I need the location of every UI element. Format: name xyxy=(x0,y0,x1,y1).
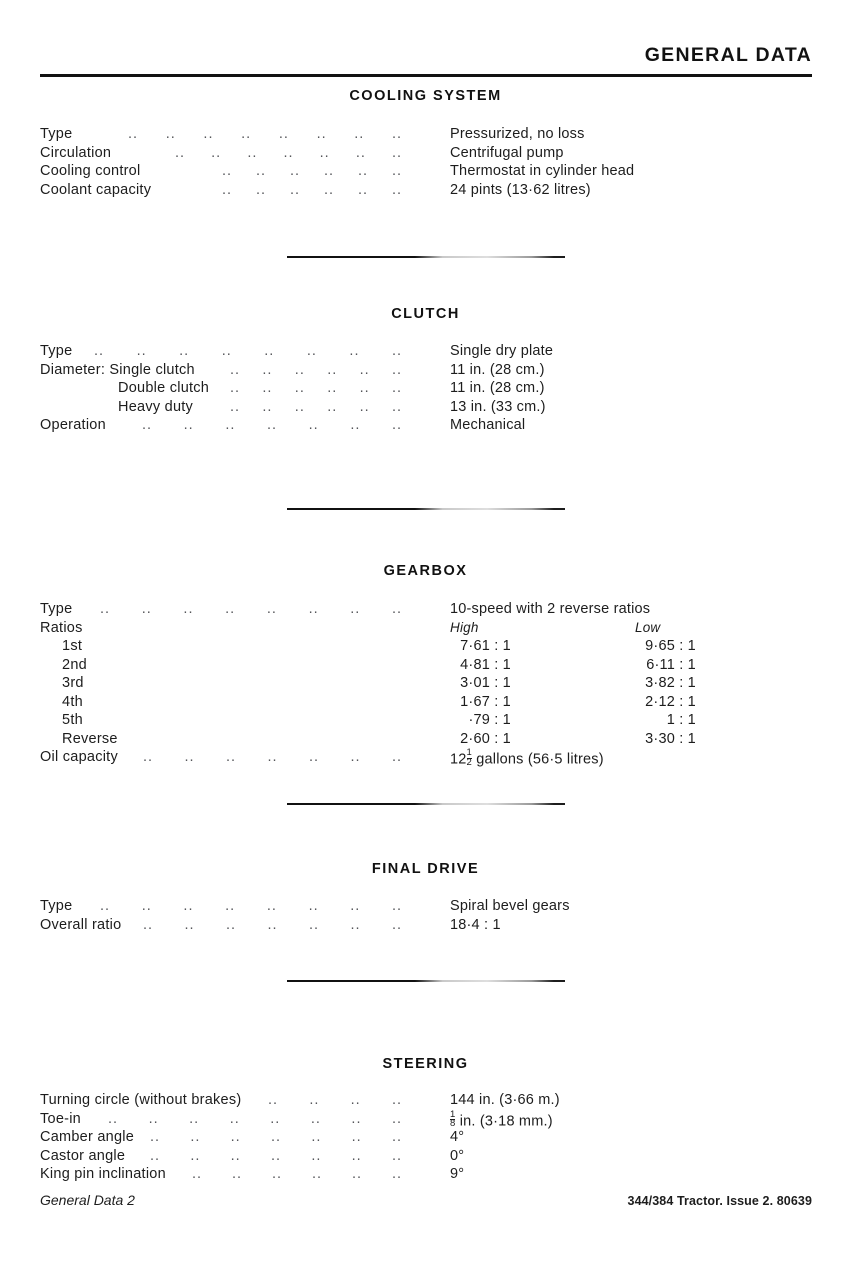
dot-leader: .. xyxy=(359,361,370,378)
spec-row xyxy=(40,1148,820,1167)
spec-value: Mechanical xyxy=(450,417,526,433)
dot-leader: .. xyxy=(354,126,365,142)
dot-leader: .. xyxy=(179,343,190,359)
dot-leader: .. xyxy=(268,1092,279,1108)
dot-leader: .. xyxy=(230,398,241,415)
dot-leader: .. xyxy=(392,343,403,359)
dot-leader: .. xyxy=(358,181,369,198)
fraction: $\frac{1}{8}$ xyxy=(450,1108,456,1130)
spec-value: 144 in. (3·66 m.) xyxy=(450,1092,560,1108)
dot-leader: .. xyxy=(351,1147,362,1164)
spec-row xyxy=(40,1092,820,1111)
dot-leader: .. xyxy=(189,1110,200,1127)
spec-row xyxy=(40,417,820,436)
dot-leader: .. xyxy=(350,749,361,765)
dot-leader: .. xyxy=(392,417,403,433)
spec-label: Type xyxy=(40,343,73,359)
spec-label: Heavy duty xyxy=(118,398,194,415)
spec-row xyxy=(40,182,820,201)
spec-row xyxy=(40,712,820,731)
dot-leader: .. xyxy=(309,1092,320,1108)
section-divider xyxy=(287,256,565,258)
dot-leader: .. xyxy=(355,144,366,161)
dot-leader: .. xyxy=(351,1110,362,1127)
dot-leader: .. xyxy=(272,1166,283,1182)
dot-leader: .. xyxy=(392,380,403,396)
spec-label: Circulation xyxy=(40,144,112,161)
dot-leader: .. xyxy=(267,916,278,933)
dot-leader: .. xyxy=(141,601,152,617)
spec-label: Type xyxy=(40,601,73,617)
dot-leader: .. xyxy=(262,398,273,415)
spec-label: Cooling control xyxy=(40,163,141,179)
dot-leader: .. xyxy=(392,749,403,765)
ratio-column-header-low: Low xyxy=(635,619,661,635)
spec-row xyxy=(40,1108,820,1130)
ratio-number-high: ·79 xyxy=(468,712,490,728)
spec-row xyxy=(40,657,820,676)
spec-value: 11 in. (28 cm.) xyxy=(450,380,545,396)
dot-leader: .. xyxy=(283,144,294,161)
spec-label: Double clutch xyxy=(118,380,210,396)
spec-table-gearbox xyxy=(40,601,820,768)
dot-leader: .. xyxy=(392,601,403,617)
spec-label: Coolant capacity xyxy=(40,181,152,198)
dot-leader: .. xyxy=(266,898,277,914)
spec-row xyxy=(40,362,820,381)
dot-leader: .. xyxy=(150,1129,161,1145)
dot-leader: .. xyxy=(247,144,258,161)
dot-leader: .. xyxy=(225,417,236,433)
section-heading-final-drive: FINAL DRIVE xyxy=(371,861,480,877)
ratio-value-low: 1 : 1 xyxy=(635,712,696,728)
dot-leader: .. xyxy=(229,1110,240,1127)
dot-leader: .. xyxy=(262,380,273,396)
spec-value: 9° xyxy=(450,1166,465,1182)
spec-row xyxy=(40,343,820,362)
dot-leader: .. xyxy=(222,181,233,198)
spec-value: 10-speed with 2 reverse ratios xyxy=(450,601,651,617)
spec-label: Oil capacity xyxy=(40,749,118,765)
dot-leader: .. xyxy=(309,916,320,933)
dot-leader: .. xyxy=(267,417,278,433)
dot-leader: .. xyxy=(190,1147,201,1164)
dot-leader: .. xyxy=(150,1147,161,1164)
spec-label: 2nd xyxy=(62,656,87,673)
dot-leader: .. xyxy=(294,398,305,415)
dot-leader: .. xyxy=(324,163,335,179)
dot-leader: .. xyxy=(266,601,277,617)
spec-label: Reverse xyxy=(62,730,118,747)
dot-leader: .. xyxy=(192,1166,203,1182)
spec-row xyxy=(40,380,820,399)
dot-leader: .. xyxy=(100,898,111,914)
spec-label: 3rd xyxy=(62,675,84,691)
dot-leader: .. xyxy=(308,898,319,914)
spec-row xyxy=(40,1166,820,1185)
dot-leader: .. xyxy=(222,163,233,179)
spec-value: $\frac{1}{8}$ in. (3·18 mm.) xyxy=(450,1108,553,1130)
spec-value: Spiral bevel gears xyxy=(450,898,570,914)
dot-leader: .. xyxy=(392,916,403,933)
dot-leader: .. xyxy=(141,898,152,914)
header-rule xyxy=(40,74,812,77)
dot-leader: .. xyxy=(311,1147,322,1164)
ratio-value-low: 3·82 : 1 xyxy=(635,675,696,691)
spec-row xyxy=(40,898,820,917)
spec-row xyxy=(40,1129,820,1148)
spec-label: Ratios xyxy=(40,619,83,636)
ratio-value-high: 2·60 : 1 xyxy=(450,731,511,747)
spec-row xyxy=(40,399,820,418)
spec-label: Type xyxy=(40,126,73,142)
dot-leader: .. xyxy=(225,898,236,914)
dot-leader: .. xyxy=(350,417,361,433)
dot-leader: .. xyxy=(143,749,154,765)
ratio-number-high: 2·60 xyxy=(460,730,490,747)
dot-leader: .. xyxy=(183,601,194,617)
dot-leader: .. xyxy=(175,144,186,161)
spec-table-clutch xyxy=(40,343,820,436)
spec-label: Turning circle (without brakes) xyxy=(40,1092,242,1108)
ratio-number-high: 1·67 xyxy=(460,693,490,710)
dot-leader: .. xyxy=(306,343,317,359)
section-divider xyxy=(287,980,565,982)
ratio-value-high: 1·67 : 1 xyxy=(450,694,511,710)
dot-leader: .. xyxy=(190,1129,201,1145)
spec-row xyxy=(40,731,820,750)
dot-leader: .. xyxy=(392,1129,403,1145)
dot-leader: .. xyxy=(350,916,361,933)
dot-leader: .. xyxy=(324,181,335,198)
dot-leader: .. xyxy=(128,126,139,142)
spec-label: 5th xyxy=(62,712,83,728)
dot-leader: .. xyxy=(100,601,111,617)
dot-leader: .. xyxy=(221,343,232,359)
section-divider xyxy=(287,508,565,510)
spec-label: Type xyxy=(40,898,73,914)
ratio-value-high: 4·81 : 1 xyxy=(450,657,511,673)
dot-leader: .. xyxy=(349,343,360,359)
dot-leader: .. xyxy=(351,1129,362,1145)
ratio-value-low: 9·65 : 1 xyxy=(635,638,696,654)
ratio-number-low: 1 xyxy=(666,712,675,728)
spec-row xyxy=(40,917,820,936)
ratio-number-low: 2·12 xyxy=(645,693,675,710)
dot-leader: .. xyxy=(319,144,330,161)
dot-leader: .. xyxy=(230,361,241,378)
dot-leader: .. xyxy=(264,343,275,359)
spec-label: Overall ratio xyxy=(40,916,122,933)
ratio-number-high: 4·81 xyxy=(460,656,490,673)
dot-leader: .. xyxy=(271,1147,282,1164)
dot-leader: .. xyxy=(267,749,278,765)
dot-leader: .. xyxy=(225,601,236,617)
ratio-value-low: 6·11 : 1 xyxy=(635,657,696,673)
spec-label: Camber angle xyxy=(40,1129,135,1145)
spec-table-cooling-system xyxy=(40,126,820,200)
ratio-column-header-high: High xyxy=(450,619,479,635)
dot-leader: .. xyxy=(94,343,105,359)
section-heading-cooling-system: COOLING SYSTEM xyxy=(349,88,502,104)
dot-leader: .. xyxy=(392,398,403,415)
dot-leader: .. xyxy=(136,343,147,359)
spec-label: King pin inclination xyxy=(40,1166,166,1182)
spec-row xyxy=(40,145,820,164)
dot-leader: .. xyxy=(352,1166,363,1182)
dot-leader: .. xyxy=(230,380,241,396)
spec-table-steering xyxy=(40,1092,820,1185)
dot-leader: .. xyxy=(232,1166,243,1182)
dot-leader: .. xyxy=(311,1129,322,1145)
dot-leader: .. xyxy=(327,361,338,378)
dot-leader: .. xyxy=(226,749,237,765)
dot-leader: .. xyxy=(271,1129,282,1145)
ratio-number-high: 3·01 xyxy=(460,675,490,691)
dot-leader: .. xyxy=(392,1092,403,1108)
dot-leader: .. xyxy=(350,1092,361,1108)
ratio-value-low: 3·30 : 1 xyxy=(635,731,696,747)
spec-row xyxy=(40,126,820,145)
dot-leader: .. xyxy=(142,417,153,433)
dot-leader: .. xyxy=(392,126,403,142)
section-heading-clutch: CLUTCH xyxy=(391,306,460,322)
dot-leader: .. xyxy=(392,144,403,161)
page-title: GENERAL DATA xyxy=(644,44,812,66)
dot-leader: .. xyxy=(256,181,267,198)
dot-leader: .. xyxy=(290,163,301,179)
dot-leader: .. xyxy=(350,898,361,914)
dot-leader: .. xyxy=(392,898,403,914)
spec-row xyxy=(40,163,820,182)
ratio-number-low: 9·65 xyxy=(645,638,675,654)
ratio-value-high: 3·01 : 1 xyxy=(450,675,511,691)
dot-leader: .. xyxy=(350,601,361,617)
dot-leader: .. xyxy=(203,126,214,142)
dot-leader: .. xyxy=(294,361,305,378)
spec-row xyxy=(40,694,820,713)
dot-leader: .. xyxy=(392,361,403,378)
dot-leader: .. xyxy=(392,1166,403,1182)
spec-value: 18·4 : 1 xyxy=(450,916,501,933)
footer-right-text: 344/384 Tractor. Issue 2. 80639 xyxy=(627,1194,812,1208)
dot-leader: .. xyxy=(230,1147,241,1164)
spec-label: Operation xyxy=(40,417,106,433)
dot-leader: .. xyxy=(165,126,176,142)
ratio-value-low: 2·12 : 1 xyxy=(635,694,696,710)
spec-label: 4th xyxy=(62,693,83,710)
spec-value: 0° xyxy=(450,1147,465,1164)
dot-leader: .. xyxy=(108,1110,119,1127)
dot-leader: .. xyxy=(309,749,320,765)
dot-leader: .. xyxy=(308,601,319,617)
spec-label: Diameter: Single clutch xyxy=(40,361,195,378)
spec-value: 24 pints (13·62 litres) xyxy=(450,181,591,198)
spec-value: 12 $\frac{1}{2}$ gallons (56·5 litres) xyxy=(450,747,604,768)
ratio-number-low: 6·11 xyxy=(646,656,675,673)
dot-leader: .. xyxy=(294,380,305,396)
dot-leader: .. xyxy=(226,916,237,933)
spec-row xyxy=(40,638,820,657)
dot-leader: .. xyxy=(256,163,267,179)
ratio-value-high: 7·61 : 1 xyxy=(450,638,511,654)
spec-table-final-drive xyxy=(40,898,820,935)
dot-leader: .. xyxy=(184,916,195,933)
dot-leader: .. xyxy=(358,163,369,179)
dot-leader: .. xyxy=(392,163,403,179)
ratio-value-high: ·79 : 1 xyxy=(450,712,511,728)
dot-leader: .. xyxy=(262,361,273,378)
spec-row xyxy=(40,749,820,768)
spec-value: 11 in. (28 cm.) xyxy=(450,361,545,378)
footer-left-text: General Data 2 xyxy=(40,1192,135,1208)
dot-leader: .. xyxy=(392,1147,403,1164)
dot-leader: .. xyxy=(308,417,319,433)
spec-value: Pressurized, no loss xyxy=(450,126,585,142)
dot-leader: .. xyxy=(270,1110,281,1127)
spec-row xyxy=(40,675,820,694)
dot-leader: .. xyxy=(327,398,338,415)
dot-leader: .. xyxy=(327,380,338,396)
section-divider xyxy=(287,803,565,805)
dot-leader: .. xyxy=(278,126,289,142)
dot-leader: .. xyxy=(183,417,194,433)
dot-leader: .. xyxy=(148,1110,159,1127)
dot-leader: .. xyxy=(392,181,403,198)
section-heading-gearbox: GEARBOX xyxy=(383,563,468,579)
dot-leader: .. xyxy=(310,1110,321,1127)
spec-row xyxy=(40,601,820,620)
spec-value: Single dry plate xyxy=(450,343,554,359)
dot-leader: .. xyxy=(143,916,154,933)
dot-leader: .. xyxy=(290,181,301,198)
dot-leader: .. xyxy=(211,144,222,161)
fraction: $\frac{1}{2}$ xyxy=(466,747,473,768)
dot-leader: .. xyxy=(184,749,195,765)
spec-value: Centrifugal pump xyxy=(450,144,564,161)
spec-label: Castor angle xyxy=(40,1147,126,1164)
dot-leader: .. xyxy=(359,380,370,396)
section-heading-steering: STEERING xyxy=(382,1056,469,1072)
spec-value: Thermostat in cylinder head xyxy=(450,163,635,179)
dot-leader: .. xyxy=(230,1129,241,1145)
dot-leader: .. xyxy=(312,1166,323,1182)
ratio-number-high: 7·61 xyxy=(460,638,490,654)
dot-leader: .. xyxy=(183,898,194,914)
spec-label: Toe-in xyxy=(40,1110,81,1127)
spec-label: 1st xyxy=(62,638,83,654)
spec-value: 4° xyxy=(450,1129,465,1145)
dot-leader: .. xyxy=(359,398,370,415)
spec-row xyxy=(40,620,820,639)
dot-leader: .. xyxy=(316,126,327,142)
spec-value: 13 in. (33 cm.) xyxy=(450,398,546,415)
dot-leader: .. xyxy=(392,1110,403,1127)
dot-leader: .. xyxy=(241,126,252,142)
ratio-number-low: 3·30 xyxy=(645,730,675,747)
ratio-number-low: 3·82 xyxy=(645,675,675,691)
